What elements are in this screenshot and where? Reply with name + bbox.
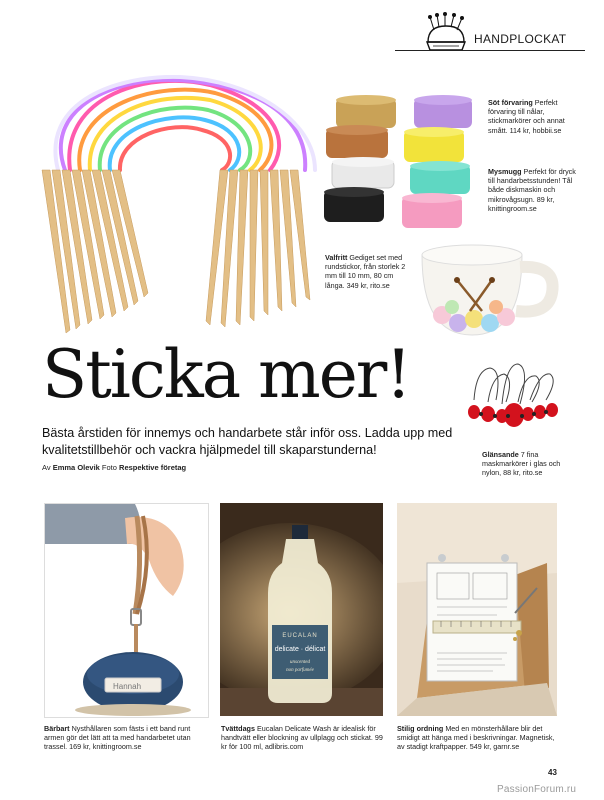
caption-board-text: Med en mönsterhållare blir det smidigt att hänga med i beskrivningar. Magnetisk, av stadigt kraftpapper. 549 kr, garnr.se (397, 724, 555, 752)
wash-label-line3: non parfumée (286, 668, 314, 673)
caption-holder-name: Bärbart (44, 724, 70, 733)
caption-mug-name: Mysmugg (488, 167, 522, 176)
byline-author: Emma Olevik (52, 463, 100, 472)
caption-storage (488, 98, 580, 135)
caption-wash-text: Eucalan Delicate Wash är idealisk för handtvätt eller blockning av ullplagg och stickat. 99 kr för 100 ml, adlibris.com (221, 724, 383, 752)
yarn-holder-photo (44, 503, 209, 718)
wash-label-brand: EUCALAN (282, 633, 318, 639)
caption-markers-text: 7 fina maskmarkörer i glas och nylon, 88 kr, rito.se (482, 450, 561, 478)
page-number: 43 (548, 768, 557, 777)
caption-storage-text: Perfekt förvaring till nålar, stickmarkörer och annat smått. 114 kr, hobbii.se (488, 98, 565, 135)
caption-markers-name: Glänsande (482, 450, 519, 459)
stitch-markers-image (462, 360, 562, 435)
byline-by: Av (42, 463, 51, 472)
wash-label-line2: unscented (290, 660, 310, 665)
watermark-text: PassionForum.ru (497, 784, 577, 795)
byline-photo-label: Foto (101, 463, 117, 472)
caption-markers (482, 450, 562, 478)
caption-mug (488, 167, 583, 213)
caption-mug-text: Perfekt för dryck till handarbetsstunden! Tål både diskmaskin och mikrovågsugn. 89 kr, knittingroom.se (488, 167, 576, 213)
yarn-holder-brand-tag: Hannah (113, 682, 142, 691)
wash-bottle-image (220, 503, 383, 716)
caption-holder-text: Nysthållaren som fästs i ett band runt armen gör det lätt att ta med handarbetet utan trassel. 169 kr, knittingroom.se (44, 724, 191, 752)
mug-image (412, 235, 562, 345)
circular-needles-image (30, 75, 330, 340)
intro-text: Bästa årstiden för innemys och handarbete står inför oss. Ladda upp med kvalitetstillbehör och vackra hjälpmedel till skaparstunderna! (42, 426, 453, 457)
caption-board (397, 724, 562, 752)
caption-storage-name: Söt förvaring (488, 98, 533, 107)
caption-needles (325, 253, 407, 290)
pattern-board-photo (397, 503, 557, 716)
wash-label-line1: delicate · délicat (274, 646, 326, 653)
caption-wash-name: Tvättdags (221, 724, 255, 733)
page-title: Sticka mer! (42, 336, 410, 413)
caption-holder (44, 724, 209, 752)
byline (42, 463, 186, 472)
section-label: HANDPLOCKAT (474, 32, 567, 46)
yarn-holder-image (45, 504, 208, 717)
caption-board-name: Stilig ordning (397, 724, 444, 733)
header-divider (395, 50, 585, 51)
caption-needles-name: Valfritt (325, 253, 348, 262)
byline-photo-credit: Respektive företag (119, 463, 187, 472)
caption-wash (221, 724, 386, 752)
storage-tins-image (322, 92, 482, 232)
pattern-board-image (397, 503, 557, 716)
pincushion-icon (424, 12, 468, 52)
caption-needles-text: Gediget set med rundstickor, från storlek 2 mm till 10 mm, 80 cm långa. 349 kr, rito.se (325, 253, 406, 290)
wash-photo (220, 503, 383, 716)
